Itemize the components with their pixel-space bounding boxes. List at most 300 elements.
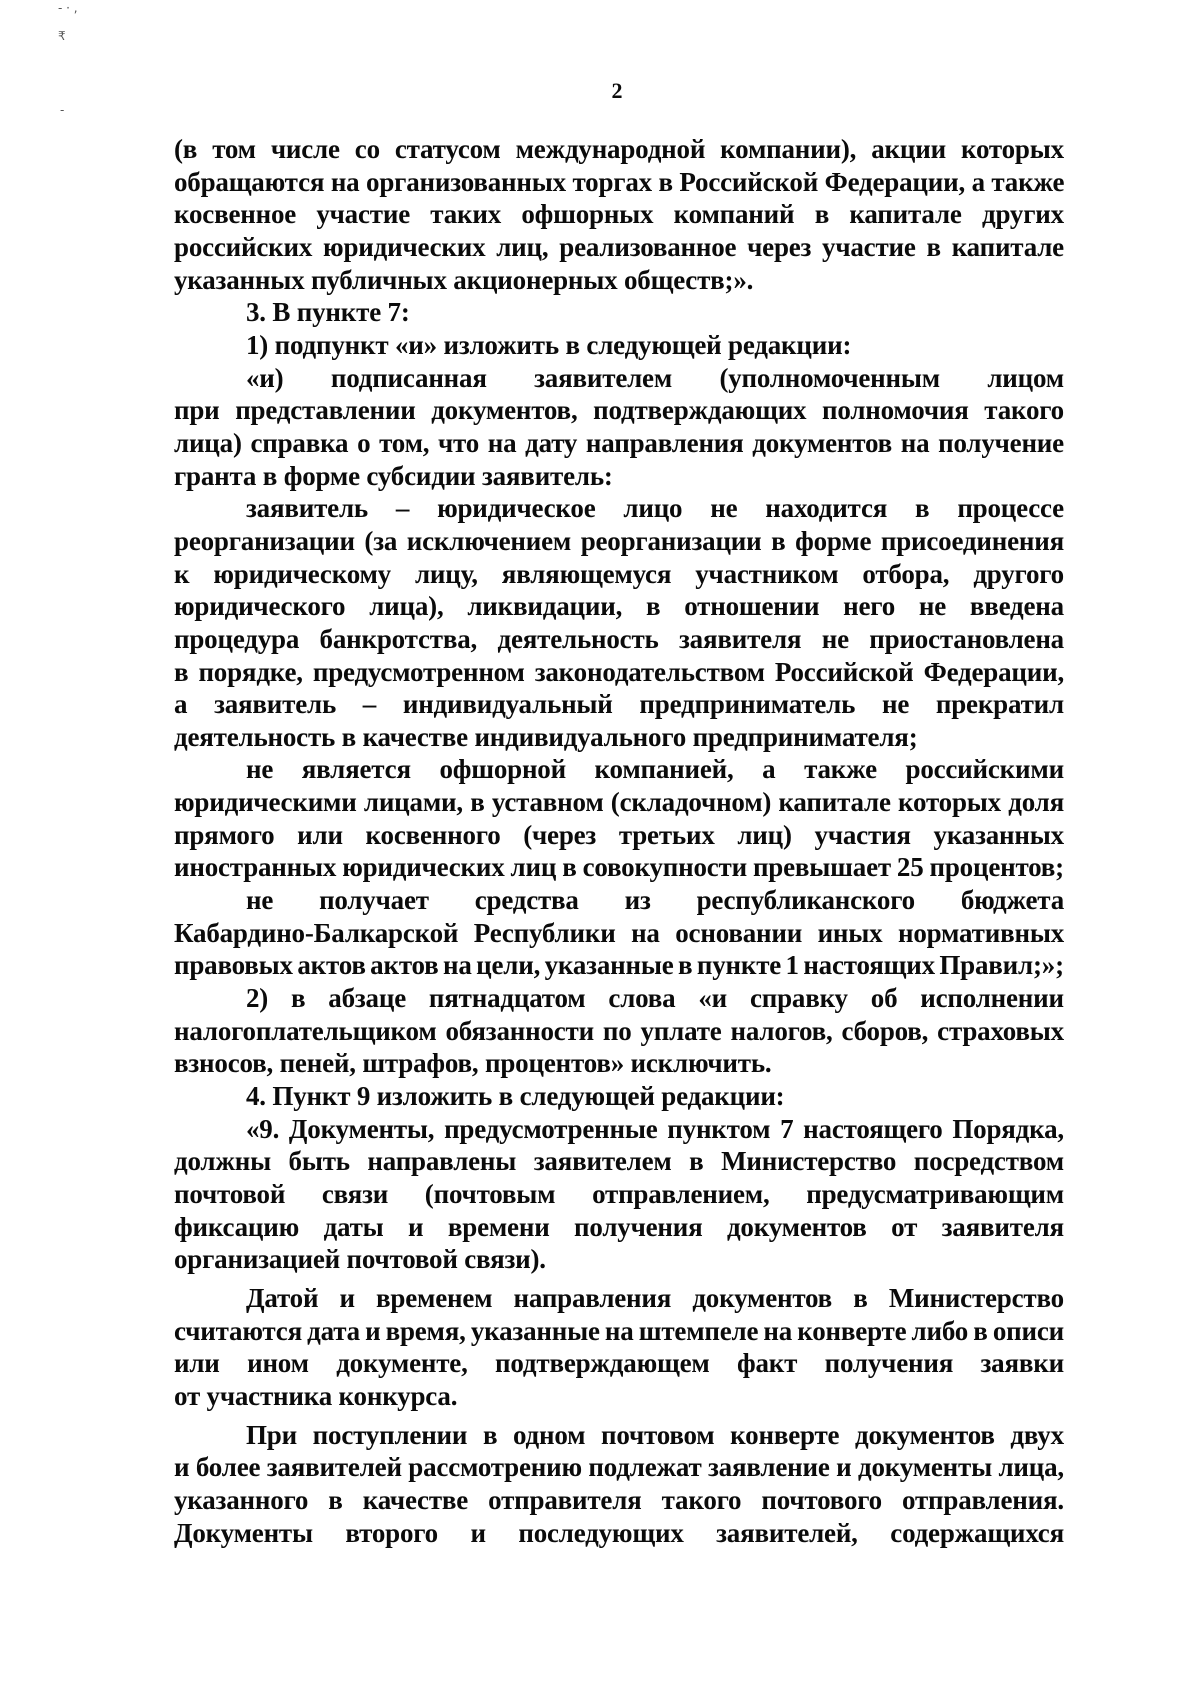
text-word: юридическими [174,787,357,818]
text-word: (в [174,134,198,164]
text-word: также [804,754,877,785]
text-word: указанные [470,1315,600,1346]
text-word: при [174,395,220,426]
text-line [174,1419,1064,1452]
text-word: организацией почтовой связи). [174,1244,546,1275]
text-word: справку [749,983,848,1014]
text-word: капитале [951,231,1064,262]
text-word: которых [960,134,1064,164]
text-word: в [926,231,941,262]
text-word: 2) [246,983,269,1014]
text-word: либо [911,1315,969,1346]
text-word: не [710,493,738,524]
text-word: заявителей [266,1452,402,1483]
text-word: а [174,689,188,720]
text-word: предусмотренном [312,656,525,687]
text-word: последующих [518,1517,684,1548]
text-word: числе [270,134,340,164]
text-word: (через [523,819,597,850]
text-word: ликвидации, [467,591,623,622]
text-word: заявителя [941,1211,1064,1242]
text-word: отбора, [862,558,950,589]
text-line [174,884,1064,917]
text-word: почтовом [601,1419,715,1450]
text-line [174,688,1064,721]
text-word: реорганизации [580,525,762,556]
text-word: отправителя [488,1484,642,1515]
text-word: конверте [797,1315,907,1346]
text-word: штемпеле [638,1315,759,1346]
text-word: заявитель [246,493,368,524]
text-word: исключением [406,525,572,556]
text-word: лицо [623,493,683,524]
text-word: 1 [785,950,799,981]
text-word: пятнадцатом [428,983,586,1014]
text-line [174,362,1064,395]
text-word: участия [814,819,911,850]
text-line [174,231,1064,264]
text-word: 7 [780,1113,794,1144]
text-line [174,1451,1064,1484]
text-word: компании), [720,134,857,164]
text-line [174,198,1064,231]
text-word: налогов, [730,1015,833,1046]
text-word: такого [984,395,1064,426]
text-word: фиксацию [174,1211,300,1242]
text-word: отношении [684,591,820,622]
text-word: компанией, [594,754,734,785]
text-word: время, [385,1315,466,1346]
text-word: документы [858,1452,992,1483]
text-word: не [918,591,946,622]
text-word: гранта в форме субсидии заявитель: [174,460,613,491]
page-number: 2 [611,78,623,103]
text-line [174,1347,1064,1380]
text-word: документов [854,1419,995,1450]
text-word: «9. [246,1113,280,1144]
text-word: юридических [323,231,486,262]
text-line [174,460,1064,493]
text-word: средства [474,885,579,916]
text-word: из [624,885,651,916]
text-word: второго [345,1517,438,1548]
text-word: деятельность в качестве индивидуального предпринимателя; [174,721,918,752]
text-word: в [689,1146,704,1177]
text-word: 3. В пункте 7: [246,297,410,328]
text-word: заявителем [533,1146,672,1177]
text-word: участие [822,231,916,262]
text-word: даты [323,1211,384,1242]
text-word: находится [765,493,888,524]
text-word: процентов; [929,852,1064,883]
text-word: подтверждающих [593,395,807,426]
text-word: иных [817,917,883,948]
text-word: российских [174,231,313,262]
text-word: отправления. [902,1484,1064,1515]
text-line [174,982,1064,1015]
text-word: актов [297,950,366,981]
text-word: него [843,591,896,622]
text-word: факт [737,1348,798,1379]
text-word: юридических [342,852,505,883]
text-word: предприниматель [639,689,856,720]
text-word: получение [938,427,1064,458]
text-word: таких [430,199,502,230]
text-word: подлежат [588,1452,702,1483]
text-word: слова [608,983,676,1014]
text-word: в [771,525,786,556]
text-word: не [881,689,910,720]
text-line [174,492,1064,525]
text-word: быть [288,1146,350,1177]
text-word: лица), [369,591,444,622]
text-word: иностранных [174,852,337,883]
text-word: на [487,427,517,458]
text-word: Кабардино-Балкарской [174,917,459,948]
text-word: капитале [849,199,962,230]
text-word: Правил;»; [939,950,1064,981]
text-word: в [915,493,930,524]
text-word: юридическому [213,558,391,589]
text-word: настоящего [803,1113,943,1144]
text-word: офшорных [521,199,654,230]
text-word: заявителя [679,623,802,654]
text-word: настоящих [803,950,935,981]
text-word: уплате [640,1015,722,1046]
text-line [174,1484,1064,1517]
text-word: дату [525,427,578,458]
text-word: актов [370,950,439,981]
text-word: лицу, [414,558,478,589]
text-word: в [645,591,661,622]
text-word: акции [871,134,946,164]
text-word: рассмотрению [408,1452,582,1483]
text-word: считаются [174,1315,302,1346]
text-word: пунктом [667,1113,771,1144]
text-word: При [246,1419,297,1450]
text-word: реализованное [559,231,737,262]
text-word: Документы [174,1517,313,1548]
text-word: законодательством [534,656,765,687]
text-line [174,753,1064,786]
text-line [174,525,1064,558]
text-word: заявление [708,1452,830,1483]
text-word: документов, [431,395,578,426]
text-word: (уполномоченным [719,362,940,393]
text-word: конверте [730,1419,840,1450]
text-word: или [297,819,343,850]
text-word: о [357,427,371,458]
text-word: косвенное [174,199,297,230]
text-word: поступлении [312,1419,468,1450]
text-word: документе, [336,1348,468,1379]
text-word: на [604,1315,634,1346]
text-word: лиц [510,852,557,883]
text-word: заявителем [534,362,673,393]
text-word: уставном [491,787,604,818]
text-word: и [470,1517,486,1548]
text-word: на [900,427,930,458]
text-word: по [602,1015,632,1046]
text-word: и [339,1282,355,1313]
text-word: ином [247,1348,309,1379]
text-word: том [212,134,256,164]
text-word: описи [992,1315,1064,1346]
text-word: не [246,885,274,916]
text-word: со [354,134,380,164]
text-word: в [470,787,485,818]
text-word: в [853,1282,868,1313]
text-word: индивидуальный [402,689,613,720]
text-word: приостановлена [869,623,1064,654]
text-word: являющемуся [501,558,672,589]
text-word: процедура [174,623,300,654]
text-word: 1) подпункт «и» изложить в следующей редакции: [246,329,852,360]
text-word: Порядка, [952,1113,1064,1144]
scan-artifact-2: ₹ [58,29,66,43]
text-word: направления [585,427,744,458]
text-word: Республики [473,917,616,948]
text-word: справка [250,427,349,458]
text-line [174,296,1064,329]
text-word: лицом [987,362,1064,393]
text-word: доля [1008,787,1064,818]
text-word: «и) [246,362,284,393]
text-line [174,1517,1064,1550]
text-word: предусмотренные [444,1113,658,1144]
text-word: статусом [394,134,501,164]
text-word: Министерство [888,1282,1064,1313]
text-word: том, [379,427,430,458]
text-word: – [395,493,410,524]
text-word: прекратил [935,689,1064,720]
text-word: лица, [998,1452,1064,1483]
text-word: на [631,917,660,948]
text-line [174,1380,1064,1413]
text-word: совокупности [582,852,747,883]
text-word: деятельность [497,623,659,654]
text-word: представлении [235,395,416,426]
text-word: указанного [174,1484,309,1515]
text-word: указанных публичных акционерных обществ;». [174,264,754,295]
text-word: почтового [761,1484,882,1515]
text-word: нормативных [897,917,1064,948]
text-word: правовых [174,950,293,981]
text-word: лицами, [363,787,463,818]
text-word: Российской [774,656,914,687]
text-word: реорганизации [174,525,355,556]
text-word: качестве [362,1484,469,1515]
text-word: Датой [246,1282,319,1313]
text-line [174,819,1064,852]
text-word: или [174,1348,220,1379]
text-word: цели, [476,950,541,981]
text-word: полномочия [822,395,969,426]
text-word: посредством [913,1146,1064,1177]
text-word: компаний [673,199,795,230]
text-line [174,264,1064,297]
text-line [174,623,1064,656]
text-line [174,590,1064,623]
text-line [174,329,1064,362]
text-word: порядке, [198,656,303,687]
text-word: капитале [778,787,891,818]
text-word: такого [661,1484,742,1515]
text-word: на [763,1315,793,1346]
text-line [174,1178,1064,1211]
text-word: в [174,656,189,687]
text-line [174,1113,1064,1146]
text-word: (складочном) [610,787,772,818]
text-word: республиканского [696,885,915,916]
text-word: к [174,558,190,589]
text-word: не [246,754,274,785]
text-word: форме [795,525,872,556]
text-word: (почтовым [424,1179,556,1209]
text-word: двух [1010,1419,1064,1450]
text-line [174,851,1064,884]
text-word: прямого [174,819,275,850]
text-word: основании [675,917,803,948]
text-word: – [362,689,377,720]
text-word: и [174,1452,190,1483]
text-word: (за [364,525,398,556]
text-line [174,1047,1064,1080]
text-word: в [973,1315,988,1346]
text-word: участником [695,558,839,589]
text-word: исполнении [920,983,1064,1014]
text-word: документов [726,1211,867,1242]
text-word: юридическое [437,493,596,524]
text-word: которых [898,787,1001,818]
text-line [174,1015,1064,1048]
text-word: обязанности [445,1015,594,1046]
text-word: заявителей, [716,1517,858,1548]
text-word: сборов, [841,1015,929,1046]
text-word: в [328,1484,343,1515]
text-word: российскими [905,754,1064,785]
text-word: бюджета [960,885,1064,916]
text-line [174,1315,1064,1348]
text-word: лиц, [496,231,549,262]
text-word: не [821,623,849,654]
text-word: документов [752,427,893,458]
text-word: почтовой [174,1179,286,1209]
text-word: и [836,1452,852,1483]
text-word: от участника конкурса. [174,1380,458,1411]
document-body [174,133,1064,1549]
text-word: международной [515,134,706,164]
text-word: времени [447,1211,550,1242]
text-line [174,721,1064,754]
text-line [174,1282,1064,1315]
text-word: Документы, [288,1113,435,1144]
text-word: является [301,754,411,785]
text-word: абзаце [328,983,406,1014]
text-line [174,1243,1064,1276]
text-word: и [408,1211,424,1242]
text-word: юридического [174,591,346,622]
text-word: предусматривающим [806,1179,1064,1209]
text-word: об [870,983,898,1014]
text-word: получения [574,1211,703,1242]
text-word: одном [513,1419,586,1450]
text-word: направлены [367,1146,517,1177]
text-word: получения [824,1348,954,1379]
text-word: дата [307,1315,360,1346]
scan-artifact-3: - [60,103,65,117]
text-word: процессе [957,493,1064,524]
text-word: взносов, пеней, штрафов, процентов» исключить. [174,1048,772,1079]
text-word: страховых [937,1015,1064,1046]
text-word: офшорной [439,754,566,785]
text-word: подтверждающем [495,1348,710,1379]
text-word: Министерство [721,1146,897,1177]
text-word: отправлением, [592,1179,770,1209]
text-word: заявки [980,1348,1064,1379]
text-word: в [814,199,830,230]
text-word: в [562,852,577,883]
text-word: превышает [752,852,891,883]
scan-artifact-1: - · , [58,1,78,15]
text-word: в [291,983,306,1014]
text-word: введена [969,591,1064,622]
text-word: 4. Пункт 9 изложить в следующей редакции: [246,1081,785,1112]
text-line [174,786,1064,819]
text-line [174,1080,1064,1113]
text-word: Федерации, [923,656,1064,687]
text-word: подписанная [330,362,487,393]
text-word: получает [319,885,429,916]
text-line [174,656,1064,689]
text-word: участие [316,199,410,230]
text-line [174,427,1064,460]
text-word: документов [692,1282,833,1313]
text-word: что [438,427,480,458]
text-line [174,394,1064,427]
text-word: на [443,950,472,981]
text-word: а [762,754,776,785]
text-word: в [677,950,693,981]
text-word: лица) [174,427,242,458]
text-word: третьих [618,819,715,850]
text-line [174,166,1064,199]
text-word: заявитель [214,689,337,720]
text-line [174,133,1064,166]
text-line [174,1145,1064,1178]
text-word: налогоплательщиком [174,1015,437,1046]
text-word: направления [513,1282,672,1313]
text-word: через [747,231,812,262]
text-word: лиц) [737,819,792,850]
text-word: косвенного [365,819,501,850]
text-word: другого [973,558,1064,589]
text-word: от [891,1211,918,1242]
text-line [174,1211,1064,1244]
text-word: указанных [933,819,1064,850]
text-word: банкротства, [319,623,478,654]
text-word: должны [174,1146,271,1177]
text-line [174,558,1064,591]
text-word: содержащихся [890,1517,1064,1548]
text-word: более [195,1452,261,1483]
text-word: и [365,1315,381,1346]
text-word: указанные [544,950,674,981]
text-word: «и [698,983,728,1014]
text-word: присоединения [880,525,1064,556]
text-word: временем [376,1282,493,1313]
text-line [174,917,1064,950]
